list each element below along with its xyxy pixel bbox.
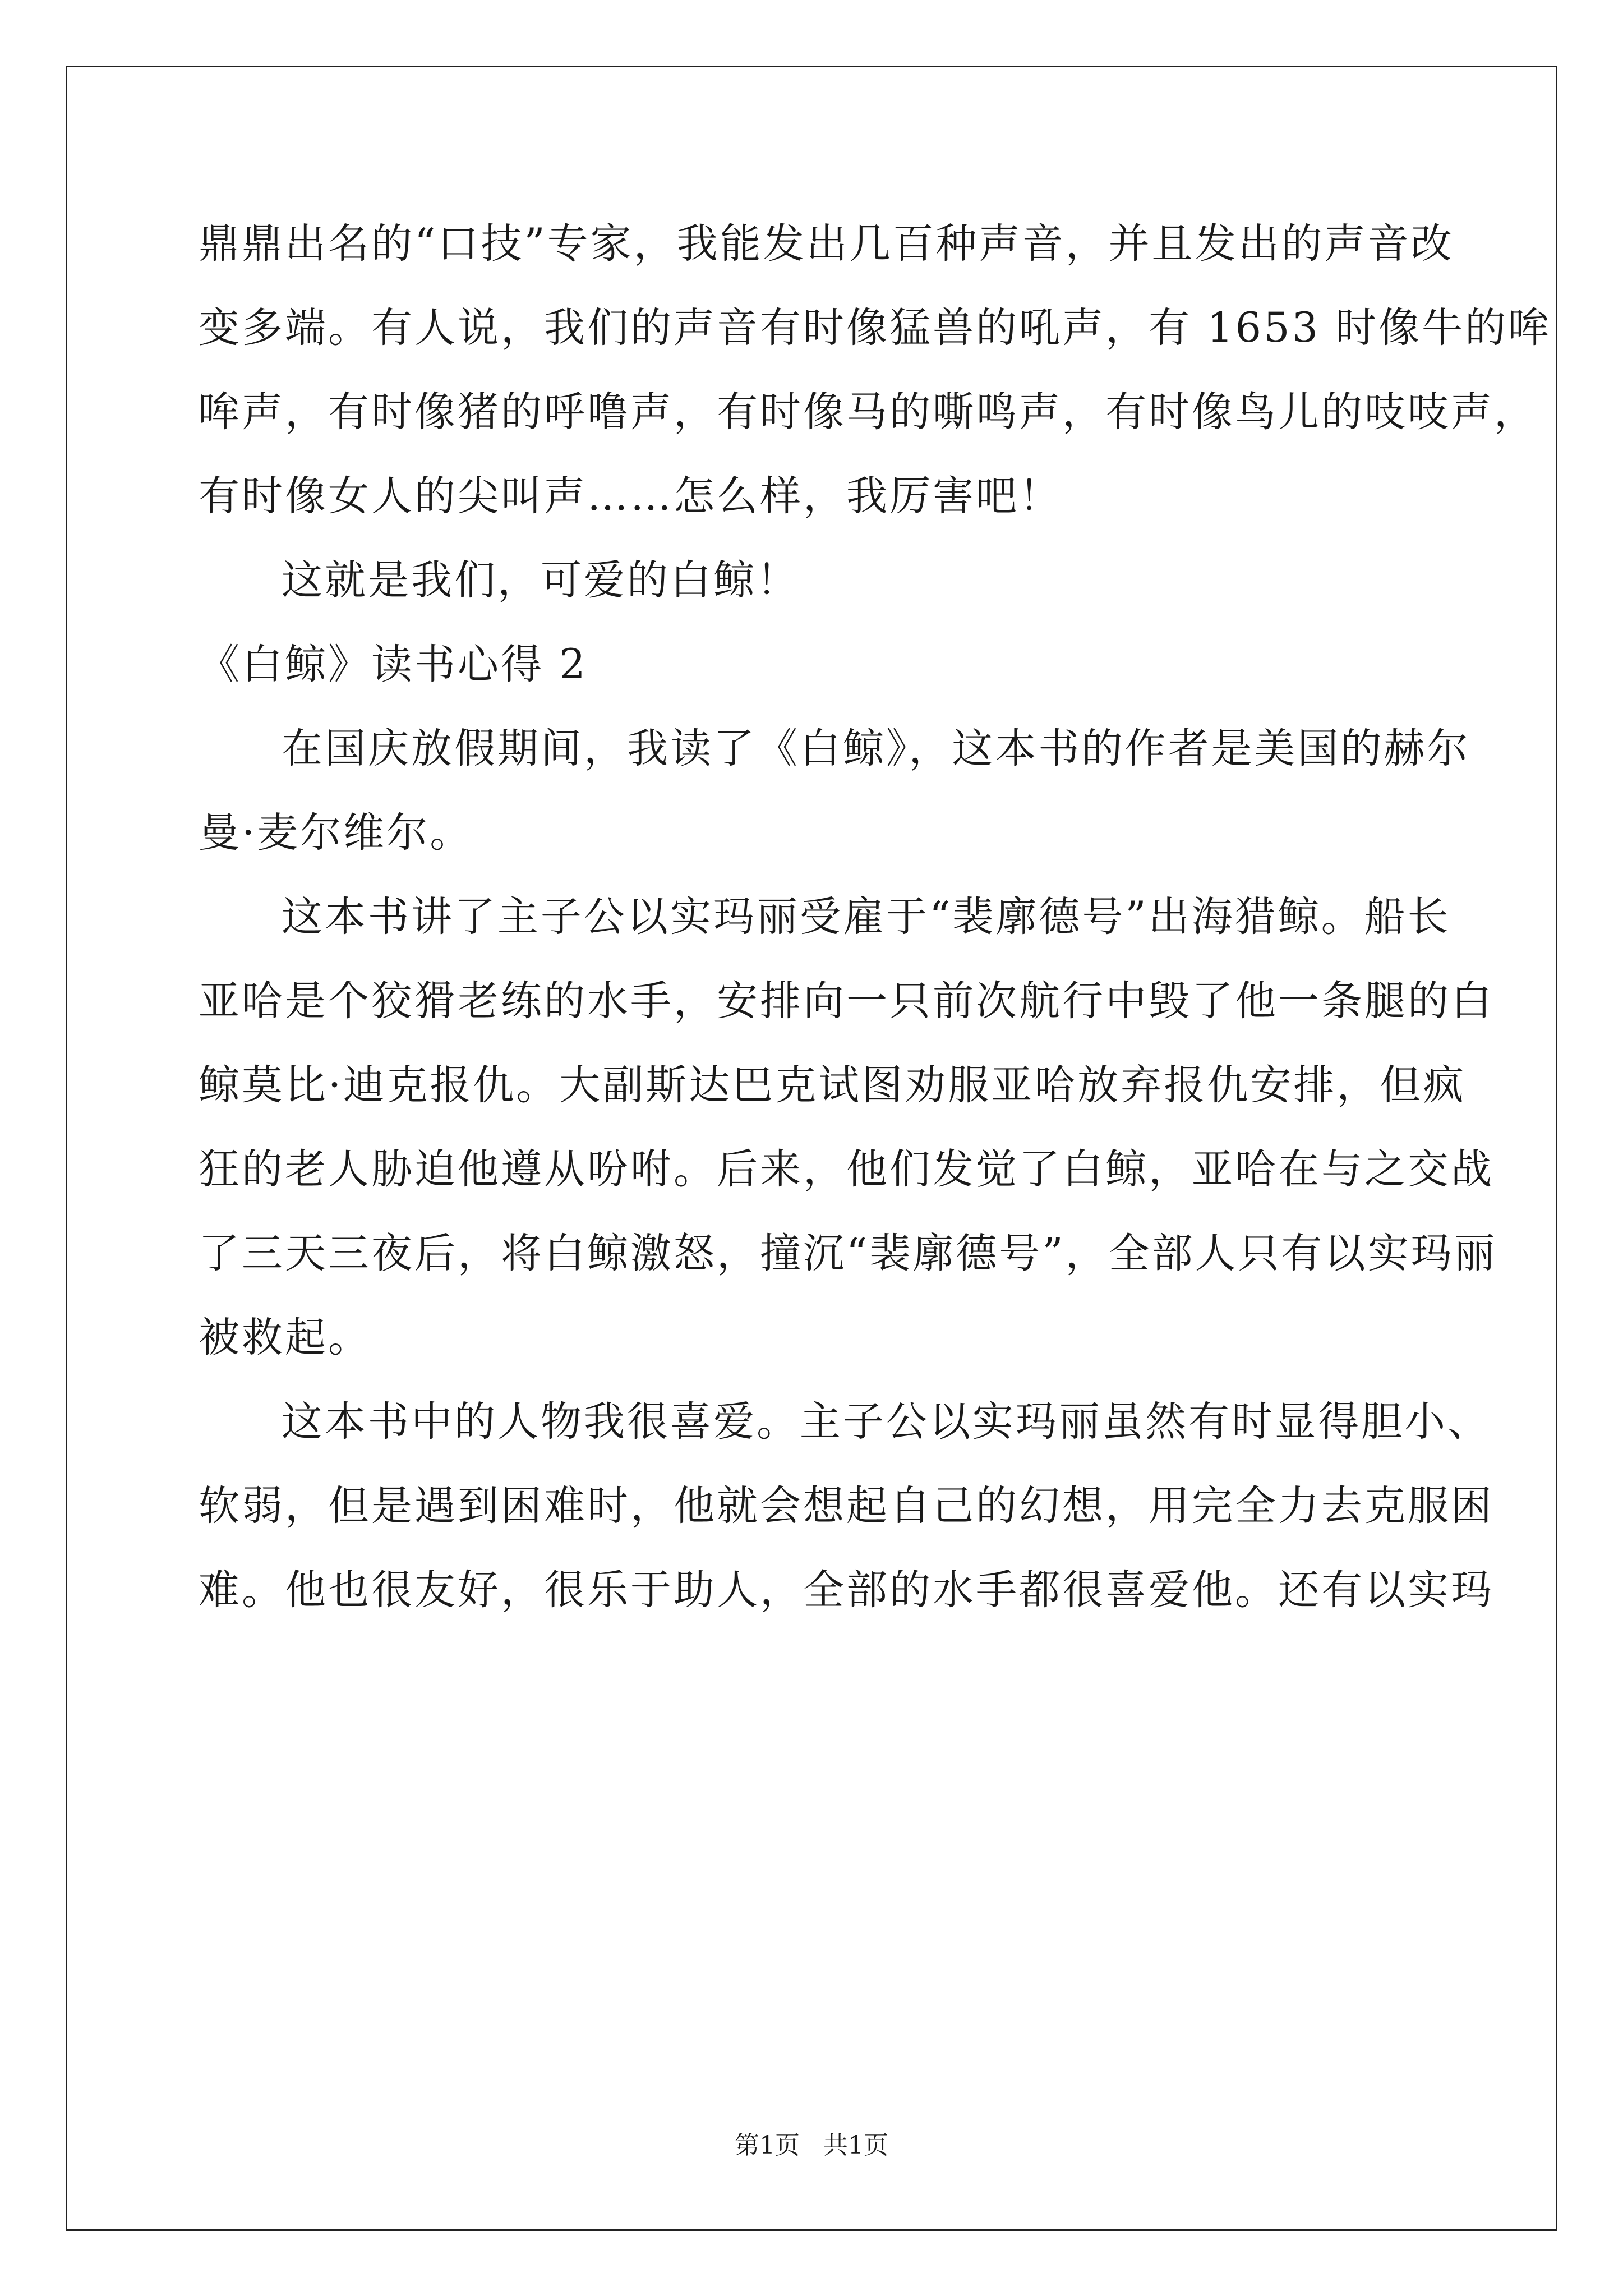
text-line: 这本书讲了主子公以实玛丽受雇于“裴廓德号”出海猎鲸。船长 xyxy=(282,893,1451,941)
page-number: 第1页 共1页 xyxy=(735,2131,888,2160)
text-line: 这本书中的人物我很喜爱。主子公以实玛丽虽然有时显得胆小、 xyxy=(282,1398,1491,1446)
text-line: 在国庆放假期间，我读了《白鲸》，这本书的作者是美国的赫尔 xyxy=(282,725,1470,772)
text-line: 鲸莫比·迪克报仇。大副斯达巴克试图劝服亚哈放弃报仇安排，但疯 xyxy=(199,1061,1467,1109)
text-line: 了三天三夜后，将白鲸激怒，撞沉“裴廓德号”，全部人只有以实玛丽 xyxy=(199,1230,1497,1277)
text-line: 被救起。 xyxy=(199,1314,371,1361)
section-heading: 《白鲸》读书心得 2 xyxy=(199,641,588,688)
text-line: 这就是我们，可爱的白鲸！ xyxy=(282,556,800,604)
text-line: 有时像女人的尖叫声……怎么样，我厉害吧！ xyxy=(199,472,1062,520)
page-footer xyxy=(0,2129,1623,2162)
text-line: 鼎鼎出名的“口技”专家，我能发出几百种声音，并且发出的声音改 xyxy=(199,220,1454,268)
text-line: 难。他也很友好，很乐于助人，全部的水手都很喜爱他。还有以实玛 xyxy=(199,1566,1494,1614)
text-line: 软弱，但是遇到困难时，他就会想起自己的幻想，用完全力去克服困 xyxy=(199,1482,1494,1530)
text-line: 曼·麦尔维尔。 xyxy=(199,809,473,857)
text-line: 亚哈是个狡猾老练的水手，安排向一只前次航行中毁了他一条腿的白 xyxy=(199,977,1494,1025)
text-line: 变多端。有人说，我们的声音有时像猛兽的吼声，有 1653 时像牛的哞 xyxy=(199,304,1552,352)
text-line: 哞声，有时像猪的呼噜声，有时像马的嘶鸣声，有时像鸟儿的吱吱声， xyxy=(199,388,1537,436)
text-line: 狂的老人胁迫他遵从吩咐。后来，他们发觉了白鲸，亚哈在与之交战 xyxy=(199,1145,1494,1193)
